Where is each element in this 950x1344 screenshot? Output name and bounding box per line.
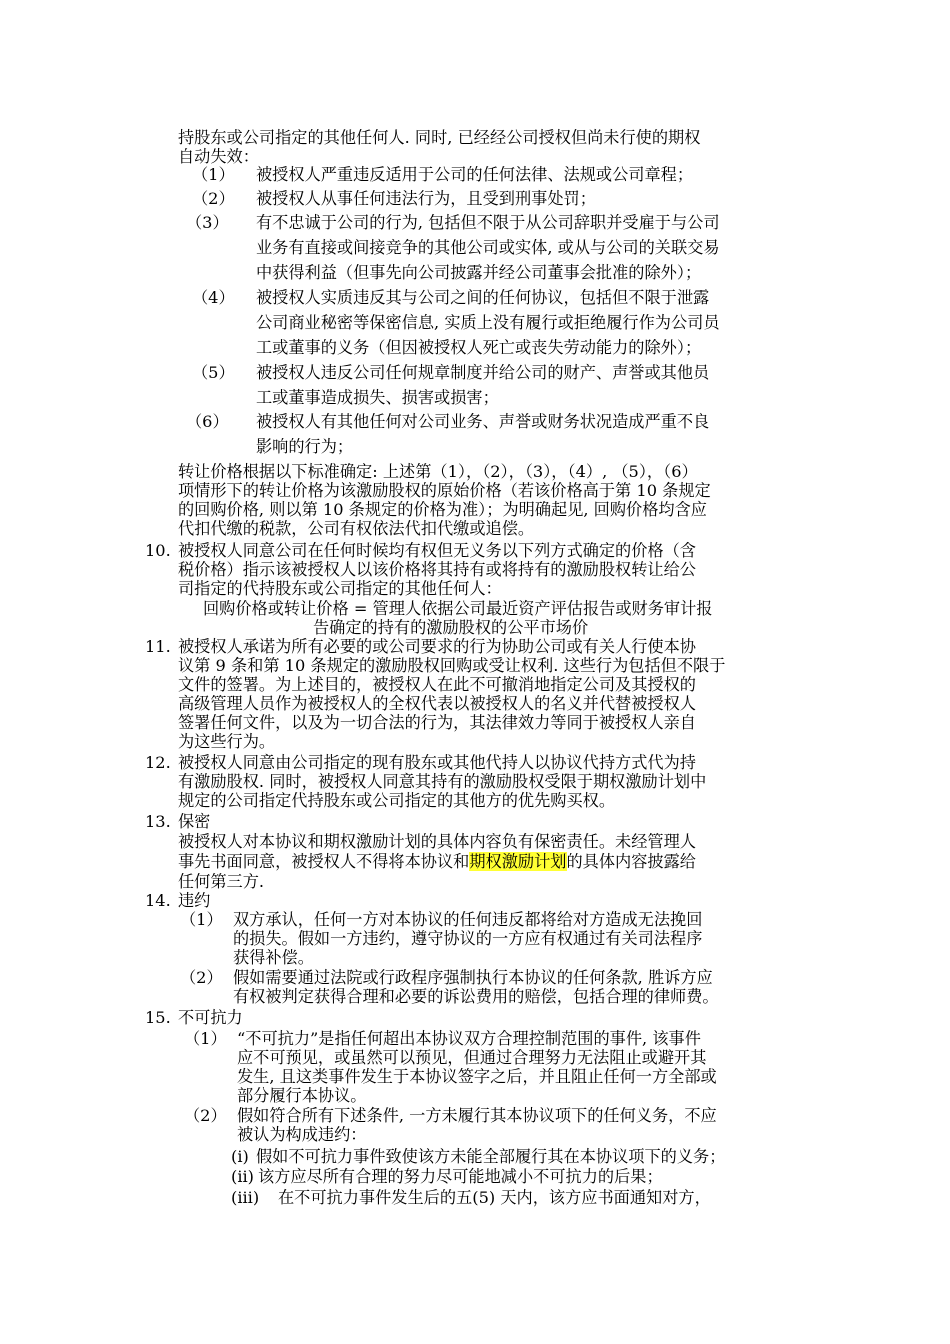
condition-line: 中获得利益（但事先向公司披露并经公司董事会批准的除外）； xyxy=(256,263,702,282)
subitem-label: (iii) xyxy=(231,1188,260,1207)
item-line: “不可抗力”是指任何超出本协议双方合理控制范围的事件, 该事件 xyxy=(237,1029,701,1048)
condition-line: 被授权人从事任何违法行为，且受到刑事处罚； xyxy=(256,189,596,208)
item-label: （2） xyxy=(184,1106,227,1125)
formula-line: 告确定的持有的激励股权的公平市场价 xyxy=(313,618,589,637)
condition-label: （1） xyxy=(192,165,235,184)
text-run: 事先书面同意，被授权人不得将本协议和 xyxy=(178,852,470,871)
condition-line: 被授权人严重违反适用于公司的任何法律、法规或公司章程； xyxy=(256,165,694,184)
subitem-text: 该方应尽所有合理的努力尽可能地减小不可抗力的后果； xyxy=(258,1167,663,1186)
clause-line: 税价格）指示该被授权人以该价格将其持有或将持有的激励股权转让给公 xyxy=(178,560,696,579)
item-line: 有权被判定获得合理和必要的诉讼费用的赔偿，包括合理的律师费。 xyxy=(233,987,719,1006)
item-label: （1） xyxy=(180,910,223,929)
transfer-price-line: 代扣代缴的税款，公司有权依法代扣代缴或追偿。 xyxy=(178,519,535,538)
condition-line: 被授权人有其他任何对公司业务、声誉或财务状况造成严重不良 xyxy=(256,412,710,431)
condition-label: （3） xyxy=(186,213,229,232)
item-line: 假如需要通过法院或行政程序强制执行本协议的任何条款, 胜诉方应 xyxy=(233,968,713,987)
condition-line: 被授权人违反公司任何规章制度并给公司的财产、声誉或其他员 xyxy=(256,363,710,382)
clause-line: 规定的公司指定代持股东或公司指定的其他方的优先购买权。 xyxy=(178,791,616,810)
text-run: 的具体内容披露给 xyxy=(566,852,696,871)
highlighted-text: 期权激励计划 xyxy=(469,852,567,871)
item-label: （1） xyxy=(184,1029,227,1048)
condition-line: 业务有直接或间接竞争的其他公司或实体, 或从与公司的关联交易 xyxy=(256,238,720,257)
condition-label: （2） xyxy=(192,189,235,208)
condition-label: （4） xyxy=(192,288,235,307)
clause-number: 10. xyxy=(145,541,171,560)
condition-label: （5） xyxy=(192,363,235,382)
transfer-price-line: 转让价格根据以下标准确定: 上述第（1），（2），（3），（4）, （5），（6） xyxy=(178,462,698,481)
subitem-text: 在不可抗力事件发生后的五(5) 天内，该方应书面通知对方， xyxy=(278,1188,711,1207)
clause-line: 有激励股权. 同时，被授权人同意其持有的激励股权受限于期权激励计划中 xyxy=(178,772,707,791)
condition-line: 工或董事的义务（但因被授权人死亡或丧失劳动能力的除外）； xyxy=(256,338,702,357)
item-line: 的损失。假如一方违约，遵守协议的一方应有权通过有关司法程序 xyxy=(233,929,703,948)
clause-line: 任何第三方. xyxy=(178,872,265,891)
item-line: 被认为构成违约： xyxy=(237,1125,367,1144)
item-line: 假如符合所有下述条件, 一方未履行其本协议项下的任何义务，不应 xyxy=(237,1106,717,1125)
clause-line: 被授权人同意由公司指定的现有股东或其他代持人以协议代持方式代为持 xyxy=(178,753,696,772)
condition-line: 影响的行为； xyxy=(256,437,354,456)
clause-line: 被授权人同意公司在任何时候均有权但无义务以下列方式确定的价格（含 xyxy=(178,541,696,560)
item-line: 发生, 且这类事件发生于本协议签字之后，并且阻止任何一方全部或 xyxy=(237,1067,717,1086)
transfer-price-line: 项情形下的转让价格为该激励股权的原始价格（若该价格高于第 10 条规定 xyxy=(178,481,711,500)
intro-line: 持股东或公司指定的其他任何人. 同时, 已经经公司授权但尚未行使的期权 xyxy=(178,128,701,147)
clause-line: 被授权人承诺为所有必要的或公司要求的行为协助公司或有关人行使本协 xyxy=(178,637,696,656)
clause-title: 违约 xyxy=(178,891,211,910)
clause-line: 签署任何文件，以及为一切合法的行为，其法律效力等同于被授权人亲自 xyxy=(178,713,696,732)
clause-number: 15. xyxy=(145,1008,171,1027)
item-line: 获得补偿。 xyxy=(233,948,314,967)
condition-line: 有不忠诚于公司的行为, 包括但不限于从公司辞职并受雇于与公司 xyxy=(256,213,720,232)
clause-line xyxy=(178,852,696,871)
intro-line: 自动失效： xyxy=(178,147,259,166)
clause-number: 14. xyxy=(145,891,171,910)
clause-title: 保密 xyxy=(178,812,211,831)
clause-line: 为这些行为。 xyxy=(178,732,276,751)
clause-title: 不可抗力 xyxy=(178,1008,243,1027)
item-line: 部分履行本协议。 xyxy=(237,1086,367,1105)
condition-line: 工或董事造成损失、损害或损害； xyxy=(256,388,499,407)
clause-line: 议第 9 条和第 10 条规定的激励股权回购或受让权利. 这些行为包括但不限于 xyxy=(178,656,726,675)
clause-line: 司指定的代持股东或公司指定的其他任何人： xyxy=(178,579,502,598)
subitem-label: (ii) xyxy=(231,1167,254,1186)
transfer-price-line: 的回购价格, 则以第 10 条规定的价格为准）；为明确起见, 回购价格均含应 xyxy=(178,500,707,519)
subitem-text: 假如不可抗力事件致使该方未能全部履行其在本协议项下的义务； xyxy=(256,1147,726,1166)
condition-line: 被授权人实质违反其与公司之间的任何协议，包括但不限于泄露 xyxy=(256,288,710,307)
clause-line: 高级管理人员作为被授权人的全权代表以被授权人的名义并代替被授权人 xyxy=(178,694,696,713)
clause-number: 11. xyxy=(145,637,171,656)
clause-number: 12. xyxy=(145,753,171,772)
item-label: （2） xyxy=(180,968,223,987)
condition-label: （6） xyxy=(186,412,229,431)
clause-line: 被授权人对本协议和期权激励计划的具体内容负有保密责任。未经管理人 xyxy=(178,832,696,851)
condition-line: 公司商业秘密等保密信息, 实质上没有履行或拒绝履行作为公司员 xyxy=(256,313,720,332)
item-line: 双方承认，任何一方对本协议的任何违反都将给对方造成无法挽回 xyxy=(233,910,703,929)
item-line: 应不可预见，或虽然可以预见，但通过合理努力无法阻止或避开其 xyxy=(237,1048,707,1067)
clause-line: 文件的签署。为上述目的，被授权人在此不可撤消地指定公司及其授权的 xyxy=(178,675,696,694)
subitem-label: (i) xyxy=(231,1147,249,1166)
clause-number: 13. xyxy=(145,812,171,831)
formula-line: 回购价格或转让价格 = 管理人依据公司最近资产评估报告或财务审计报 xyxy=(203,599,713,618)
